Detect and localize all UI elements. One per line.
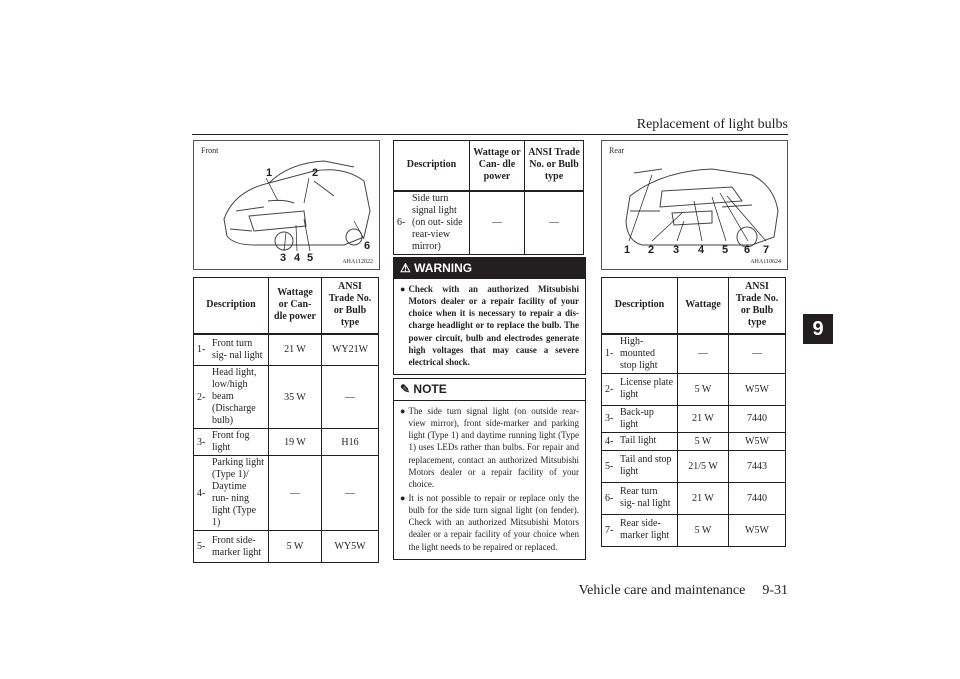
front-figure-label: Front xyxy=(201,146,219,155)
table-row xyxy=(194,366,379,429)
row-description: Front fog light xyxy=(209,429,269,456)
front-callout-5: 5 xyxy=(307,252,314,264)
table-row xyxy=(194,456,379,531)
front-col-wattage: Wattage or Can- dle power xyxy=(269,278,322,334)
list-item xyxy=(400,283,579,368)
mid-col-wattage: Wattage or Can- dle power xyxy=(470,141,525,191)
front-figure-code: AHA112022 xyxy=(342,259,373,265)
row-description: High-mounted stop light xyxy=(617,334,678,374)
front-callout-4: 4 xyxy=(294,252,301,264)
front-callout-2: 2 xyxy=(312,167,319,179)
rear-figure-code: AHA110624 xyxy=(750,259,781,265)
row-ansi: — xyxy=(525,191,584,255)
rear-car-figure xyxy=(601,140,788,270)
bullet-icon: ● xyxy=(400,406,406,416)
table-row xyxy=(602,334,786,374)
table-row xyxy=(194,429,379,456)
table-row xyxy=(602,482,786,514)
row-description: Side turn signal light (on out- side rear-view mirror) xyxy=(409,191,470,255)
row-number: 5- xyxy=(602,450,618,482)
row-ansi: — xyxy=(322,366,379,429)
rear-bulb-table xyxy=(601,277,786,547)
row-wattage: 21 W xyxy=(678,482,729,514)
row-number: 4- xyxy=(602,432,618,450)
row-ansi: 7440 xyxy=(729,482,786,514)
row-ansi: 7440 xyxy=(729,405,786,432)
row-description: Tail and stop light xyxy=(617,450,678,482)
row-description: Rear turn sig- nal light xyxy=(617,482,678,514)
warning-text: Check with an authorized Mitsubishi Motors dealer or a repair facility of your choice when it is necessary to repair a dis- charge headlight or to replace the bulb. The power circuit, bulb and electrodes generate high voltages that may cause a severe electrical shock. xyxy=(408,284,579,367)
bullet-icon: ● xyxy=(400,492,406,503)
table-row xyxy=(194,531,379,563)
row-wattage: 21 W xyxy=(678,405,729,432)
mid-col-ansi: ANSI Trade No. or Bulb type xyxy=(525,141,584,191)
row-ansi: W5W xyxy=(729,373,786,405)
row-ansi: H16 xyxy=(322,429,379,456)
rear-car-illustration xyxy=(602,141,787,269)
row-ansi: 7443 xyxy=(729,450,786,482)
note-box xyxy=(393,378,586,560)
front-callout-6: 6 xyxy=(364,240,371,252)
row-wattage: — xyxy=(678,334,729,374)
table-row xyxy=(194,334,379,366)
front-col-ansi: ANSI Trade No. or Bulb type xyxy=(322,278,379,334)
rear-callout-5: 5 xyxy=(722,244,729,256)
rear-callout-1: 1 xyxy=(624,244,631,256)
table-row xyxy=(602,450,786,482)
table-row xyxy=(602,514,786,546)
warning-title: WARNING xyxy=(414,261,473,275)
row-wattage: 5 W xyxy=(678,514,729,546)
page-header-title: Replacement of light bulbs xyxy=(636,117,788,132)
row-number: 1- xyxy=(194,334,210,366)
rear-col-description: Description xyxy=(602,278,678,334)
note-body xyxy=(394,401,585,559)
row-ansi: WY5W xyxy=(322,531,379,563)
row-ansi: — xyxy=(729,334,786,374)
row-ansi: W5W xyxy=(729,432,786,450)
side-turn-table xyxy=(393,140,584,255)
row-description: Parking light (Type 1)/ Daytime run- ning light (Type 1) xyxy=(209,456,269,531)
row-wattage: — xyxy=(269,456,322,531)
page-number: 9-31 xyxy=(762,583,788,598)
row-wattage: 19 W xyxy=(269,429,322,456)
row-ansi: WY21W xyxy=(322,334,379,366)
mid-col-description: Description xyxy=(394,141,470,191)
rear-callout-3: 3 xyxy=(673,244,680,256)
front-bulb-table xyxy=(193,277,379,563)
note-text: The side turn signal light (on outside rear- view mirror), front side-marker and parking light (Type 1) and daytime running light (Type 1) uses LEDs rather than bulbs. For repair and replacement, contact an authorized Mitsubishi Motors dealer or a repair facility of your choice. xyxy=(408,406,579,489)
row-description: Front turn sig- nal light xyxy=(209,334,269,366)
rear-callout-2: 2 xyxy=(648,244,655,256)
note-header xyxy=(394,379,585,401)
header-rule xyxy=(192,134,788,135)
row-wattage: 21/5 W xyxy=(678,450,729,482)
front-callout-3: 3 xyxy=(280,252,287,264)
warning-body xyxy=(394,279,585,374)
rear-figure-label: Rear xyxy=(609,146,625,155)
rear-col-ansi: ANSI Trade No. or Bulb type xyxy=(729,278,786,334)
row-wattage: 21 W xyxy=(269,334,322,366)
row-number: 3- xyxy=(602,405,618,432)
row-number: 1- xyxy=(602,334,618,374)
row-description: Rear side- marker light xyxy=(617,514,678,546)
chapter-tab: 9 xyxy=(803,314,833,344)
row-number: 5- xyxy=(194,531,210,563)
bullet-icon: ● xyxy=(400,284,406,294)
front-col-description: Description xyxy=(194,278,269,334)
rear-callout-6: 6 xyxy=(744,244,751,256)
note-title: NOTE xyxy=(413,382,447,396)
row-number: 6- xyxy=(394,191,410,255)
table-row xyxy=(602,405,786,432)
row-ansi: W5W xyxy=(729,514,786,546)
front-car-figure xyxy=(193,140,380,270)
warning-box xyxy=(393,257,586,375)
row-wattage: 35 W xyxy=(269,366,322,429)
table-row xyxy=(394,191,584,255)
warning-triangle-icon: ⚠ xyxy=(400,261,411,275)
row-number: 4- xyxy=(194,456,210,531)
table-row xyxy=(602,432,786,450)
row-description: Tail light xyxy=(617,432,678,450)
row-number: 3- xyxy=(194,429,210,456)
row-number: 7- xyxy=(602,514,618,546)
row-number: 2- xyxy=(602,373,618,405)
row-wattage: 5 W xyxy=(678,373,729,405)
row-number: 2- xyxy=(194,366,210,429)
row-description: Back-up light xyxy=(617,405,678,432)
row-wattage: 5 W xyxy=(678,432,729,450)
row-description: Head light, low/high beam (Discharge bulb) xyxy=(209,366,269,429)
row-description: Front side- marker light xyxy=(209,531,269,563)
note-text: It is not possible to repair or replace only the bulb for the side turn signal light (on fender). Check with an authorized Mitsubishi Motors dealer or a repair facility of your choice when the light needs to be repaired or replaced. xyxy=(408,492,579,552)
rear-callout-7: 7 xyxy=(763,244,770,256)
row-number: 6- xyxy=(602,482,618,514)
list-item xyxy=(400,492,579,553)
table-row xyxy=(602,373,786,405)
list-item xyxy=(400,405,579,490)
rear-callout-4: 4 xyxy=(698,244,705,256)
row-wattage: — xyxy=(470,191,525,255)
note-pencil-icon: ✎ xyxy=(400,382,411,396)
footer-section: Vehicle care and maintenance xyxy=(578,583,746,598)
row-description: License plate light xyxy=(617,373,678,405)
front-callout-1: 1 xyxy=(266,167,273,179)
row-ansi: — xyxy=(322,456,379,531)
front-car-illustration xyxy=(194,141,379,269)
rear-col-wattage: Wattage xyxy=(678,278,729,334)
page-footer xyxy=(579,583,788,599)
row-wattage: 5 W xyxy=(269,531,322,563)
warning-header xyxy=(394,258,585,279)
